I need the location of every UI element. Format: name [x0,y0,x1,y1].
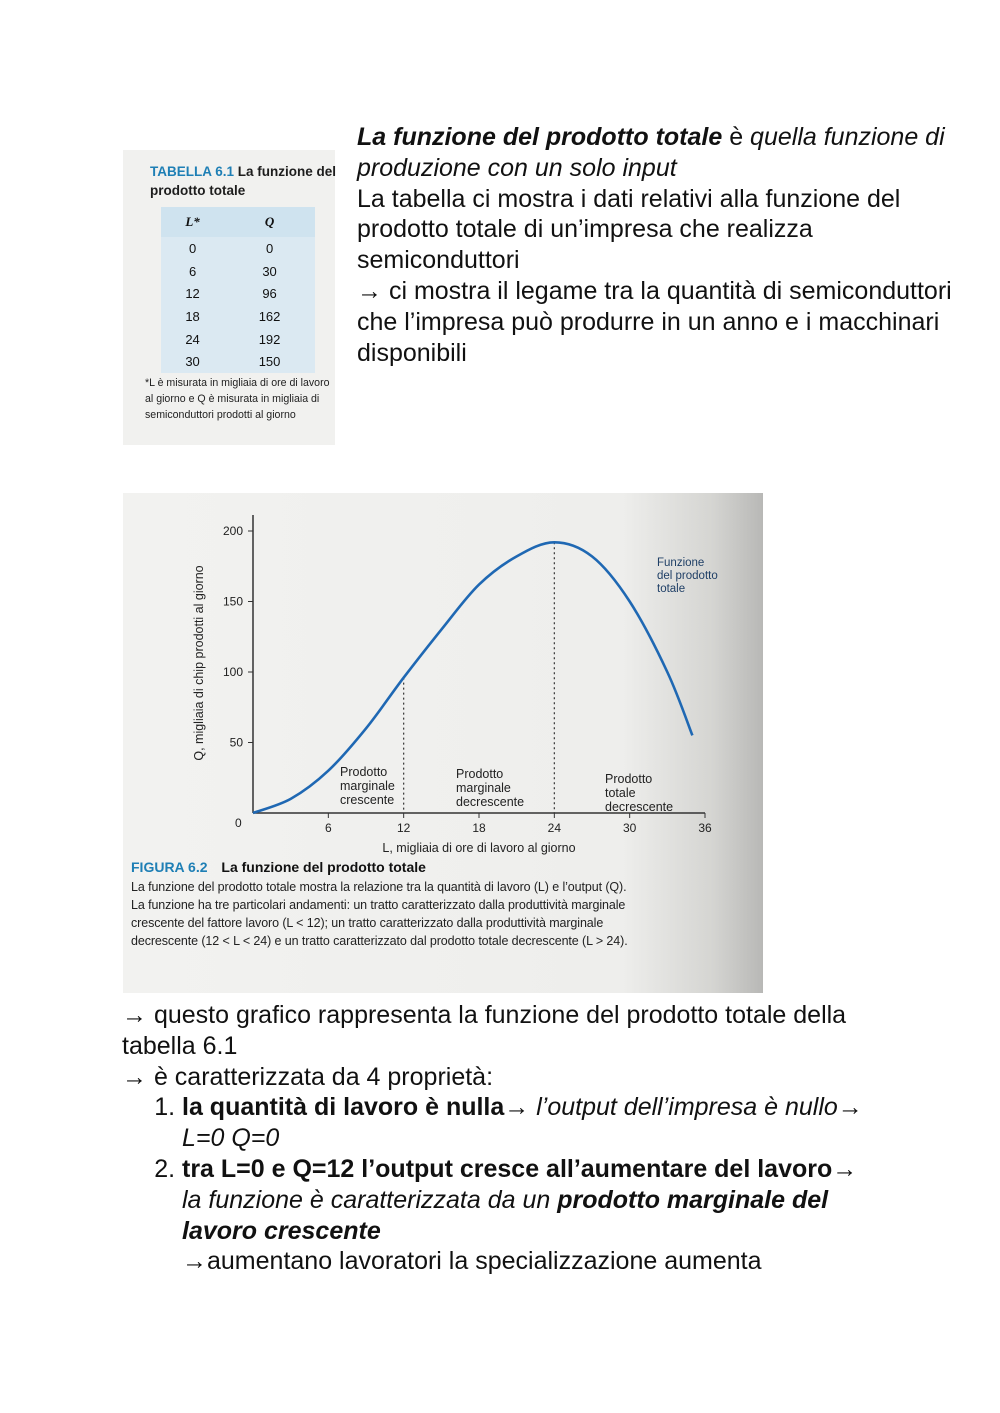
x-tick-label: 30 [622,821,637,835]
figure-6-2 [123,493,763,993]
x-tick-label: 12 [396,821,411,835]
table-row [161,260,315,283]
region-label-increasing-mp: Prodotto marginale crescente [340,765,395,807]
table-header-l: L* [161,207,224,237]
list-item [182,1092,882,1154]
table-6-1 [123,150,335,445]
y-tick-label: 200 [222,524,243,538]
table-cell: 6 [188,263,197,279]
table-title-text: La funzione del prodotto totale [150,164,337,198]
figure-caption-body [131,878,761,950]
region-label-decreasing-tp: Prodotto totale decrescente [605,772,674,814]
lower-text [122,1000,882,1277]
table-cell: 12 [185,286,200,302]
intro-paragraph-2: La tabella ci mostra i dati relativi alla funzione del prodotto totale di un’impresa che realizza semiconduttori [357,184,901,275]
item1-bold: la quantità di lavoro è nulla [182,1093,505,1122]
table-row [161,328,315,351]
table-cell: 150 [258,354,281,370]
lower-paragraph-1: → questo grafico rappresenta la funzione del prodotto totale della tabella 6.1 [122,1001,847,1060]
table-row [161,305,315,328]
properties-list [122,1092,882,1277]
table-cell: 30 [185,354,200,370]
y-tick-label: 100 [222,665,243,679]
caption-line: decrescente (12 < L < 24) e un tratto caratterizzato dal prodotto totale decrescente (L > 24). [131,934,628,948]
item2-bold-italic: prodotto marginale del lavoro crescente [182,1185,829,1245]
y-tick-label: 50 [229,735,243,750]
table-title [150,162,340,200]
figure-heading [131,859,761,875]
table-row [161,282,315,305]
item2-italic: → la funzione è caratterizzata da un [182,1154,858,1214]
table-cell: 0 [188,240,197,256]
x-axis-label: L, migliaia di ore di lavoro al giorno [382,841,576,855]
table-cell: 0 [265,240,274,256]
table-cell: 96 [262,286,277,302]
table-row [161,350,315,373]
x-tick-label: 24 [547,821,562,835]
x-tick-label: 6 [324,821,332,835]
intro-definition-text: quella funzione di produzione con un solo input [357,123,945,182]
x-tick-label: 18 [472,821,486,835]
curve-label: Funzione del prodotto totale [657,557,718,595]
y-axis-label: Q, migliaia di chip prodotti al giorno [192,565,206,761]
caption-line: La funzione ha tre particolari andamenti: un tratto caratterizzato dalla produttività marginale [131,898,626,912]
item2-tail: →aumentano lavoratori la specializzazione aumenta [182,1247,762,1276]
figure-label: FIGURA 6.2 [131,859,208,875]
intro-text [357,122,957,368]
table-cell: 162 [258,308,281,324]
figure-caption [131,859,761,950]
intro-paragraph-3: → ci mostra il legame tra la quantità di semiconduttori che l’impresa può produrre in un anno e i macchinari disponibili [357,276,952,367]
caption-line: La funzione del prodotto totale mostra la relazione tra la quantità di lavoro (L) e l’output (Q). [131,880,627,894]
caption-line: crescente del fattore lavoro (L < 12); un tratto caratterizzato dalla produttività marginale [131,916,604,930]
table-cell: 30 [262,263,277,279]
table-label: TABELLA 6.1 [150,164,235,179]
table-row [161,237,315,260]
x-tick-label: 36 [698,821,712,835]
list-item [182,1154,882,1277]
table-cell: 192 [258,331,281,347]
intro-connector: è [722,123,751,151]
total-product-chart [123,493,763,863]
y-tick-label: 150 [222,594,243,609]
table-footnote: *L è misurata in migliaia di ore di lavoro al giorno e Q è misurata in migliaia di semiconduttori prodotti al giorno [145,377,330,421]
region-label-decreasing-mp: Prodotto marginale decrescente [456,767,525,809]
item2-bold: tra L=0 e Q=12 l’output cresce all’aumentare del lavoro [182,1154,833,1183]
intro-definition [357,122,957,184]
intro-term: La funzione del prodotto totale [357,123,723,151]
item1-italic: → l’output dell’impresa è nullo→ L=0 Q=0 [182,1093,863,1153]
origin-label: 0 [235,816,242,830]
lower-paragraph-2: → è caratterizzata da 4 proprietà: [122,1062,494,1091]
table-cell: 18 [185,308,200,324]
production-table [161,207,315,373]
figure-title: La funzione del prodotto totale [221,859,426,875]
table-header-q: Q [224,207,315,237]
table-cell: 24 [185,331,200,347]
